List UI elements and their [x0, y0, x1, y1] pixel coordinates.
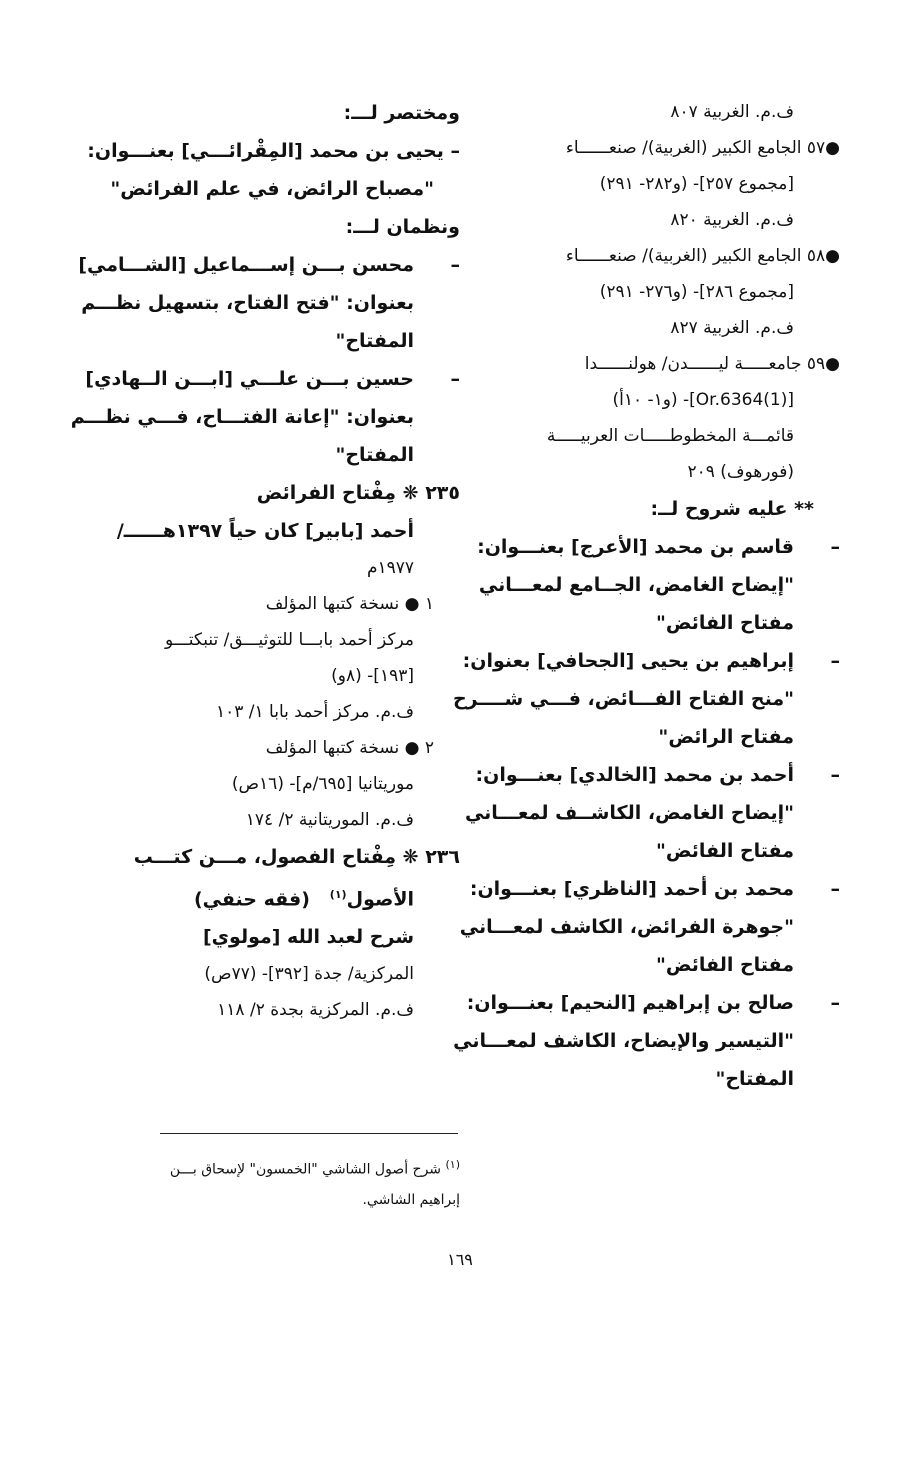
text-line: قاسم بن محمد [الأعرج] بعنـــوان:: [477, 536, 794, 558]
text-line: المفتاح": [335, 444, 414, 466]
footnote-marker: (١): [329, 888, 347, 901]
text-line: المركزية/ جدة [٣٩٢]- (٧٧ص): [204, 964, 414, 985]
text-line: ف.م. المركزية بجدة ٢/ ١١٨: [217, 1000, 414, 1021]
text-line: مركز أحمد بابـــا للتوثيـــق/ تنبكتـــو: [165, 630, 414, 650]
text-line: "مصباح الرائض، في علم الفرائض": [110, 178, 434, 200]
text-line: مفتاح الفائض": [655, 612, 794, 634]
text-line: – يحيى بن محمد [المِقْرائـــي] بعنـــوان:: [87, 140, 460, 162]
dash-bullet: –: [830, 764, 840, 786]
dash-bullet: –: [830, 992, 840, 1014]
text-line: ف.م. مركز أحمد بابا ١/ ١٠٣: [215, 702, 414, 722]
text-line: موريتانيا [٦٩٥/م]- (١٦ص): [231, 774, 414, 794]
commentary-item: [453, 984, 840, 1098]
text-line: ف.م. الغربية ٨٢٠: [670, 210, 794, 230]
text-line: شرح لعبد الله [مولوي]: [202, 926, 414, 949]
text-line: (فورهوف) ٢٠٩: [687, 462, 794, 482]
text-line: ف.م. الموريتانية ٢/ ١٧٤: [245, 810, 414, 830]
text-line: "منح الفتاح الفـــائض، فـــي شــــرح: [452, 688, 794, 710]
right-column: [452, 94, 840, 1098]
text-line: [مجموع ٢٥٧]- (و٢٨٢- ٢٩١): [599, 174, 794, 194]
text-line: قائمـــة المخطوطـــــات العربيـــــة: [546, 426, 794, 446]
text-line: بعنوان: "إعانة الفتـــاح، فـــي نظـــم: [70, 406, 414, 428]
entry-title-236: ٢٣٦ ❋ مِفْتاح الفصول، مـــن كتـــب: [133, 846, 460, 868]
text-line: أحمد [بابير] كان حياً ١٣٩٧هــــــ/: [116, 520, 414, 542]
footnote: [110, 1150, 460, 1215]
entry-copy-59: ●٥٩ جامعـــــة ليــــــدن/ هولنــــــدا: [584, 354, 840, 374]
page-number: ١٦٩: [447, 1250, 473, 1269]
text-line: أحمد بن محمد [الخالدي] بعنـــوان:: [475, 764, 794, 786]
entry-copy-57: ●٥٧ الجامع الكبير (الغربية)/ صنعــــــاء: [565, 138, 840, 158]
dash-bullet: –: [830, 878, 840, 900]
text-line: إبراهيم بن يحيى [الجحافي] بعنوان:: [462, 650, 794, 672]
text-line: المفتاح": [715, 1068, 794, 1090]
text-line: "التيسير والإيضاح، الكاشف لمعـــاني: [453, 1030, 794, 1052]
text-run: شرح أصول الشاشي "الخمسون" لإسحاق بـــن: [169, 1161, 442, 1178]
text-line: [110, 1150, 460, 1185]
commentary-item: [459, 870, 840, 984]
versification-item: [70, 360, 460, 474]
text-line: صالح بن إبراهيم [النحيم] بعنـــوان:: [466, 992, 794, 1014]
text-line: "إيضاح الغامض، الكاشــف لمعـــاني: [464, 802, 794, 824]
commentary-item: [464, 756, 840, 870]
entry-title-235: ٢٣٥ ❋ مِفْتاح الفرائض: [256, 482, 460, 504]
text-run: (فقه حنفي): [193, 888, 310, 911]
text-line: [مجموع ٢٨٦]- (و٢٧٦- ٢٩١): [599, 282, 794, 302]
text-line: مفتاح الفائض": [655, 954, 794, 976]
text-line: [Or.6364(1)]- (و١- ١٠أ): [612, 390, 794, 410]
text-line: ف.م. الغربية ٨٢٧: [670, 318, 794, 338]
text-line: محسن بـــن إســـماعيل [الشـــامي]: [78, 254, 414, 276]
text-line: ٢ ● نسخة كتبها المؤلف: [265, 738, 434, 758]
text-line: "جوهرة الفرائض، الكاشف لمعـــاني: [459, 916, 794, 938]
text-line: ١ ● نسخة كتبها المؤلف: [265, 594, 434, 614]
text-line: "إيضاح الغامض، الجــامع لمعـــاني: [478, 574, 794, 596]
text-line: حسين بـــن علـــي [ابـــن الــهادي]: [85, 368, 414, 390]
text-line: المفتاح": [335, 330, 414, 352]
text-line: ١٩٧٧م: [366, 558, 414, 578]
commentaries-heading: ** عليه شروح لــ:: [650, 498, 814, 520]
text-line: مفتاح الفائض": [655, 840, 794, 862]
entry-copy-58: ●٥٨ الجامع الكبير (الغربية)/ صنعــــــاء: [565, 246, 840, 266]
left-column: [70, 94, 460, 1028]
dash-bullet: –: [450, 368, 460, 390]
text-line: محمد بن أحمد [الناظري] بعنـــوان:: [469, 878, 794, 900]
text-line: مفتاح الرائض": [658, 726, 794, 748]
dash-bullet: –: [830, 536, 840, 558]
dash-bullet: –: [450, 254, 460, 276]
versifications-heading: ونظمان لـــ:: [345, 216, 460, 238]
text-line: إبراهيم الشاشي.: [362, 1191, 460, 1208]
text-line: ف.م. الغربية ٨٠٧: [670, 102, 794, 122]
footnote-marker: (١): [445, 1158, 460, 1171]
text-line: [110, 876, 460, 918]
text-run: الأصول: [346, 888, 414, 911]
text-line: [١٩٣]- (٨و): [331, 666, 414, 686]
footnote-divider: [160, 1133, 458, 1134]
text-line: بعنوان: "فتح الفتاح، بتسهيل نظـــم: [81, 292, 414, 314]
commentary-item: [478, 528, 840, 642]
commentary-item: [452, 642, 840, 756]
dash-bullet: –: [830, 650, 840, 672]
abridgement-heading: ومختصر لـــ:: [343, 102, 460, 124]
versification-item: [78, 246, 460, 360]
